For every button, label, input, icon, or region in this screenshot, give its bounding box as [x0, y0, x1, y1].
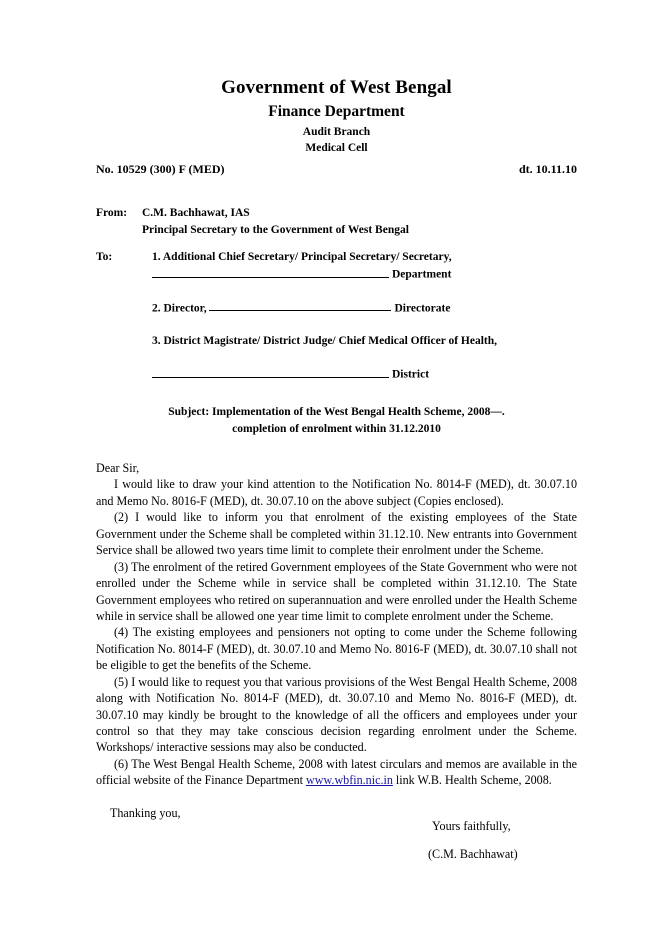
wbfin-website-link[interactable]: www.wbfin.nic.in	[306, 773, 393, 788]
letter-body	[96, 460, 577, 789]
to-label: To:	[96, 251, 113, 263]
spacer	[96, 317, 577, 333]
district-blank-field[interactable]	[152, 366, 389, 378]
to-item-2-suffix: Directorate	[394, 302, 451, 315]
to-item-2-prefix: 2. Director,	[152, 302, 207, 315]
from-row	[96, 205, 577, 222]
paragraph-6-text-after-link: link W.B. Health Scheme, 2008.	[392, 773, 552, 788]
thanking-you: Thanking you,	[110, 806, 181, 820]
subject-line-1: Subject: Implementation of the West Bengal Health Scheme, 2008—.	[168, 406, 505, 418]
branch-title: Audit Branch	[302, 125, 371, 138]
from-block	[96, 205, 577, 239]
reference-row	[96, 162, 577, 177]
to-item-3-line-2	[96, 366, 577, 384]
department-blank-field[interactable]	[152, 266, 389, 278]
memo-date: dt. 10.11.10	[518, 162, 577, 176]
salutation: Dear Sir,	[96, 461, 140, 475]
subject-block	[96, 404, 577, 439]
memo-number: No. 10529 (300) F (MED)	[96, 162, 225, 176]
from-name: C.M. Bachhawat, IAS	[142, 207, 250, 219]
to-item-3-suffix: District	[392, 368, 430, 381]
from-designation: Principal Secretary to the Government of West Bengal	[142, 224, 409, 237]
yours-faithfully: Yours faithfully,	[432, 819, 511, 833]
to-item-1-suffix: Department	[392, 268, 452, 281]
spacer	[96, 284, 577, 300]
department-title: Finance Department	[268, 102, 405, 120]
paragraph-6	[96, 756, 577, 789]
spacer	[96, 350, 577, 366]
signatory-name: (C.M. Bachhawat)	[428, 847, 518, 861]
paragraph-4: (4) The existing employees and pensioners not opting to come under the Scheme following Notification No. 8014-F (MED), dt. 30.07.10 and Memo No. 8016-F (MED), dt. 30.07.10 shall not be eligible to get the benefits of the Scheme.	[96, 625, 577, 673]
paragraph-5: (5) I would like to request you that various provisions of the West Bengal Health Scheme, 2008 along with Notification No. 8014-F (MED), dt. 30.07.10 and Memo No. 8016-F (MED), dt. 30.07.10 may kindly be brought to the knowledge of all the officers and employees under your control so that they may take conscious decision regarding enrolment under the Scheme. Workshops/ interactive sessions may also be conducted.	[96, 674, 577, 755]
from-label: From:	[96, 207, 128, 219]
paragraph-6-text-before-link: (6) The West Bengal Health Scheme, 2008 with latest circulars and memos are available in the official website of the Finance Department	[96, 756, 577, 788]
cell-title: Medical Cell	[305, 142, 368, 155]
to-item-1-line-2	[96, 266, 577, 284]
paragraph-3: (3) The enrolment of the retired Government employees of the State Government who were not enrolled under the Scheme while in service shall be completed within 31.12.10. The State Government employees who retired on superannuation and were enrolled under the Health Scheme while in service shall be allowed one year time limit to complete enrolment under the Scheme.	[96, 559, 577, 623]
directorate-blank-field[interactable]	[209, 300, 391, 312]
organisation-title: Government of West Bengal	[221, 77, 452, 98]
to-row	[96, 249, 577, 266]
to-block	[96, 249, 577, 384]
paragraph-2: (2) I would like to inform you that enrolment of the existing employees of the State Government under the Scheme shall be completed within 31.12.10. New entrants into Government Service shall be allowed two years time limit to complete their enrolment under the Scheme.	[96, 510, 577, 558]
subject-line-2: completion of enrolment within 31.12.2010	[232, 423, 441, 436]
paragraph-1: I would like to draw your kind attention to the Notification No. 8014-F (MED), dt. 30.07.10 and Memo No. 8016-F (MED), dt. 30.07.10 on the above subject (Copies enclosed).	[96, 477, 577, 508]
to-item-3-line-1: 3. District Magistrate/ District Judge/ Chief Medical Officer of Health,	[152, 335, 498, 348]
to-item-1-line-1: 1. Additional Chief Secretary/ Principal Secretary/ Secretary,	[152, 251, 452, 263]
to-item-2	[152, 300, 577, 318]
masthead	[96, 76, 577, 157]
